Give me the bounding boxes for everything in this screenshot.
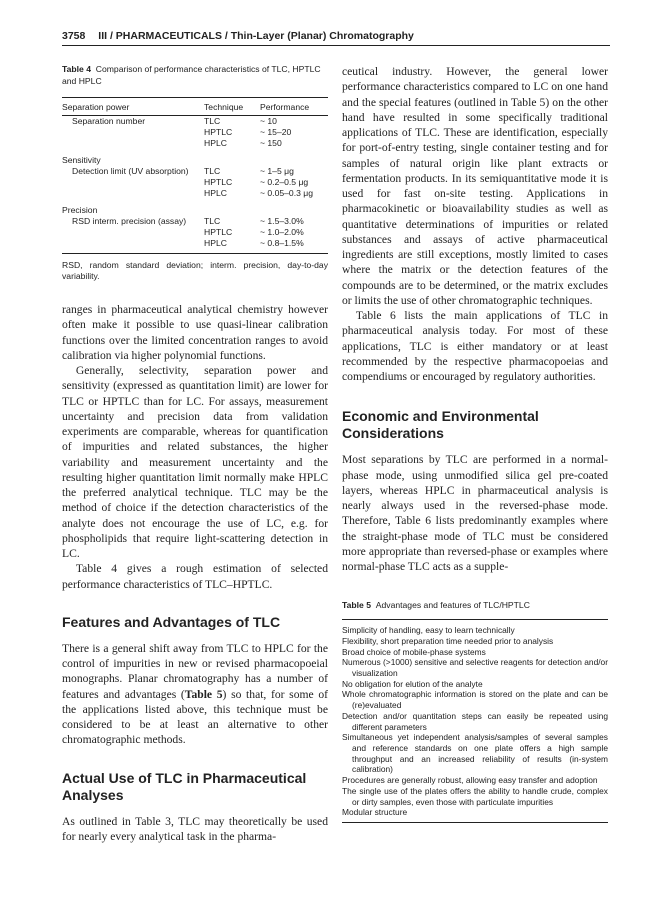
section-heading-actual-use: Actual Use of TLC in Pharmaceutical Analyses	[62, 769, 307, 803]
row-label: Separation number	[72, 116, 146, 126]
paragraph: Most separations by TLC are performed in a normal-phase mode, using unmodified silica gel pre-coated layers, whereas HPLC in pharmaceutical analysis is nearly always used in the reversed-phase mode. Therefore, Table 6 lists predominantly examples where the straight-phase mode of TLC must be considered more appropriate than reversed-phase or examples where normal-phase TLC acts as a supple-	[342, 453, 608, 573]
performance-cell: ~ 0.05–0.3 μg	[260, 188, 313, 198]
table-row	[62, 227, 328, 238]
performance-cell: ~ 0.2–0.5 μg	[260, 177, 309, 187]
list-item: Broad choice of mobile-phase systems	[342, 646, 486, 657]
table4-col-technique: Technique	[204, 98, 260, 116]
technique-cell: TLC	[204, 116, 221, 126]
row-label: Detection limit (UV absorption)	[72, 166, 189, 176]
paragraph: Generally, selectivity, separation power and sensitivity (expressed as quantitation limit) are lower for TLC or HPTLC than for LC. For assays, measurement uncertainty and precision data from validation experiments are comparable, whereas for quantification of impurities and related substances, the higher variability and measurement uncertainty and the resulting higher quantitation limit normally make HPLC the preferred analytical technique. TLC may be the method of choice if the detection characteristics of the analyte does not encourage the use of LC, e.g. for phospholipids that require light-scattering detection in LC.	[62, 364, 328, 560]
group-label: Sensitivity	[62, 155, 101, 165]
table-row	[62, 127, 328, 138]
paragraph: ranges in pharmaceutical analytical chemistry however often make it possible to use quasi-linear calibration functions over the limited concentration ranges to avoid calibration via higher polynomial functions.	[62, 303, 328, 362]
section-heading-features: Features and Advantages of TLC	[62, 613, 281, 630]
list-item: Procedures are generally robust, allowing easy transfer and adoption	[342, 775, 598, 786]
performance-cell: ~ 10	[260, 116, 277, 126]
paragraph: As outlined in Table 3, TLC may theoretically be used for nearly every analytical task in the pharma-	[62, 814, 328, 843]
table-row	[62, 216, 328, 227]
section-heading-economic: Economic and Environmental Considerations	[342, 408, 539, 442]
table4	[62, 97, 328, 254]
table4-col-separation-power: Separation power	[62, 98, 204, 116]
table5-caption-text: Advantages and features of TLC/HPTLC	[375, 600, 530, 611]
table5	[342, 600, 608, 823]
table4-label: Table 4	[62, 64, 91, 74]
paragraph: Table 6 lists the main applications of TLC in pharmaceutical analysis today. For most of these applications, TLC is either mandatory or at least recommended by the respective pharmacopoeias and compendiums or encouraged by regulatory authorities.	[342, 309, 608, 383]
header-rule	[62, 45, 610, 46]
performance-cell: ~ 150	[260, 138, 282, 148]
table-row	[62, 138, 328, 149]
running-title: III / PHARMACEUTICALS / Thin-Layer (Planar) Chromatography	[98, 30, 414, 42]
page-number: 3758	[62, 30, 86, 42]
table-group-row	[62, 199, 328, 216]
performance-cell: ~ 1.5–3.0%	[260, 216, 304, 226]
paragraph: ceutical industry. However, the general lower performance characteristics compared to LC on one hand and the special features (outlined in Table 5) on the other hand have resulted in some specifically traditional applications of TLC. These are identification, especially for port-of-entry testing, single container testing and for samples of natural origin like plant extracts or fermentation products. In its semiquantitative mode it is used for fast on-site testing. Applications in pharmacokinetic or bioavailability studies as well as quantitative determinations of impurities or related substances and assays of active pharmaceutical ingredients are still exceptions, mostly limited to cases where the matrix or the detection features of the compounds are to be determined, or the matrix excludes or limits the use of other chromatographic techniques.	[342, 65, 608, 307]
table4-header-row	[62, 98, 328, 116]
left-body	[62, 302, 328, 592]
technique-cell: TLC	[204, 216, 221, 226]
paragraph-text: ) so that, for some of the applications listed above, this technique must be considered to be at least an alternative to other chromatographic methods.	[62, 687, 328, 747]
technique-cell: HPLC	[204, 238, 260, 254]
list-item: Detection and/or quantitation steps can easily be repeated using different parameters	[342, 710, 608, 732]
table-row	[62, 188, 328, 199]
list-item: Simultaneous yet independent analysis/samples of several samples and reference standards on one plate offers a high sample throughput and an increased reliability of results (in-system calibration)	[342, 732, 608, 775]
group-label: Precision	[62, 205, 98, 215]
performance-cell: ~ 0.8–1.5%	[260, 238, 328, 254]
paragraph: Table 4 gives a rough estimation of selected performance characteristics of TLC–HPTLC.	[62, 562, 328, 591]
table5-reference: Table 5	[184, 687, 223, 701]
table-group-row	[62, 149, 328, 166]
list-item: No obligation for elution of the analyte	[342, 678, 483, 689]
table4-caption-text: Comparison of performance characteristics of TLC, HPTLC and HPLC	[62, 64, 321, 86]
economic-body	[342, 452, 608, 574]
technique-cell: TLC	[204, 166, 221, 176]
right-column	[342, 64, 608, 823]
table4-caption	[62, 64, 328, 87]
table5-list	[342, 619, 608, 823]
technique-cell: HPLC	[204, 138, 227, 148]
list-item: Flexibility, short preparation time needed prior to analysis	[342, 635, 554, 646]
technique-cell: HPTLC	[204, 227, 233, 237]
list-item: Simplicity of handling, easy to learn technically	[342, 625, 515, 636]
list-item: Whole chromatographic information is stored on the plate and can be (re)evaluated	[342, 689, 608, 711]
list-item: Modular structure	[342, 807, 408, 818]
running-header	[62, 30, 610, 42]
table5-label: Table 5	[342, 600, 371, 611]
table5-caption	[342, 600, 608, 611]
performance-cell: ~ 1.0–2.0%	[260, 227, 304, 237]
performance-cell: ~ 15–20	[260, 127, 292, 137]
left-column	[62, 64, 328, 844]
row-label: RSD interm. precision (assay)	[72, 216, 187, 226]
technique-cell: HPTLC	[204, 177, 233, 187]
table4-col-performance: Performance	[260, 98, 328, 116]
paragraph-text: There is a general shift away from TLC to HPLC for the control of impurities in new or revised pharmacopoeial monographs. Planar chromatography has a number of features and advantages (	[62, 641, 328, 701]
table-row	[62, 238, 328, 254]
table-row	[62, 166, 328, 177]
features-body	[62, 641, 328, 748]
technique-cell: HPTLC	[204, 127, 233, 137]
table-row	[62, 116, 328, 128]
paragraph	[62, 641, 328, 748]
actual-use-body	[62, 814, 328, 845]
table-row	[62, 177, 328, 188]
table4-footnote: RSD, random standard deviation; interm. precision, day-to-day variability.	[62, 260, 328, 281]
list-item: Numerous (>1000) sensitive and selective reagents for detection and/or visualization	[342, 657, 608, 679]
right-body	[342, 64, 608, 384]
technique-cell: HPLC	[204, 188, 227, 198]
performance-cell: ~ 1–5 μg	[260, 166, 294, 176]
list-item: The single use of the plates offers the ability to handle crude, complex or dirty samples, even those with particulate impurities	[342, 785, 608, 807]
